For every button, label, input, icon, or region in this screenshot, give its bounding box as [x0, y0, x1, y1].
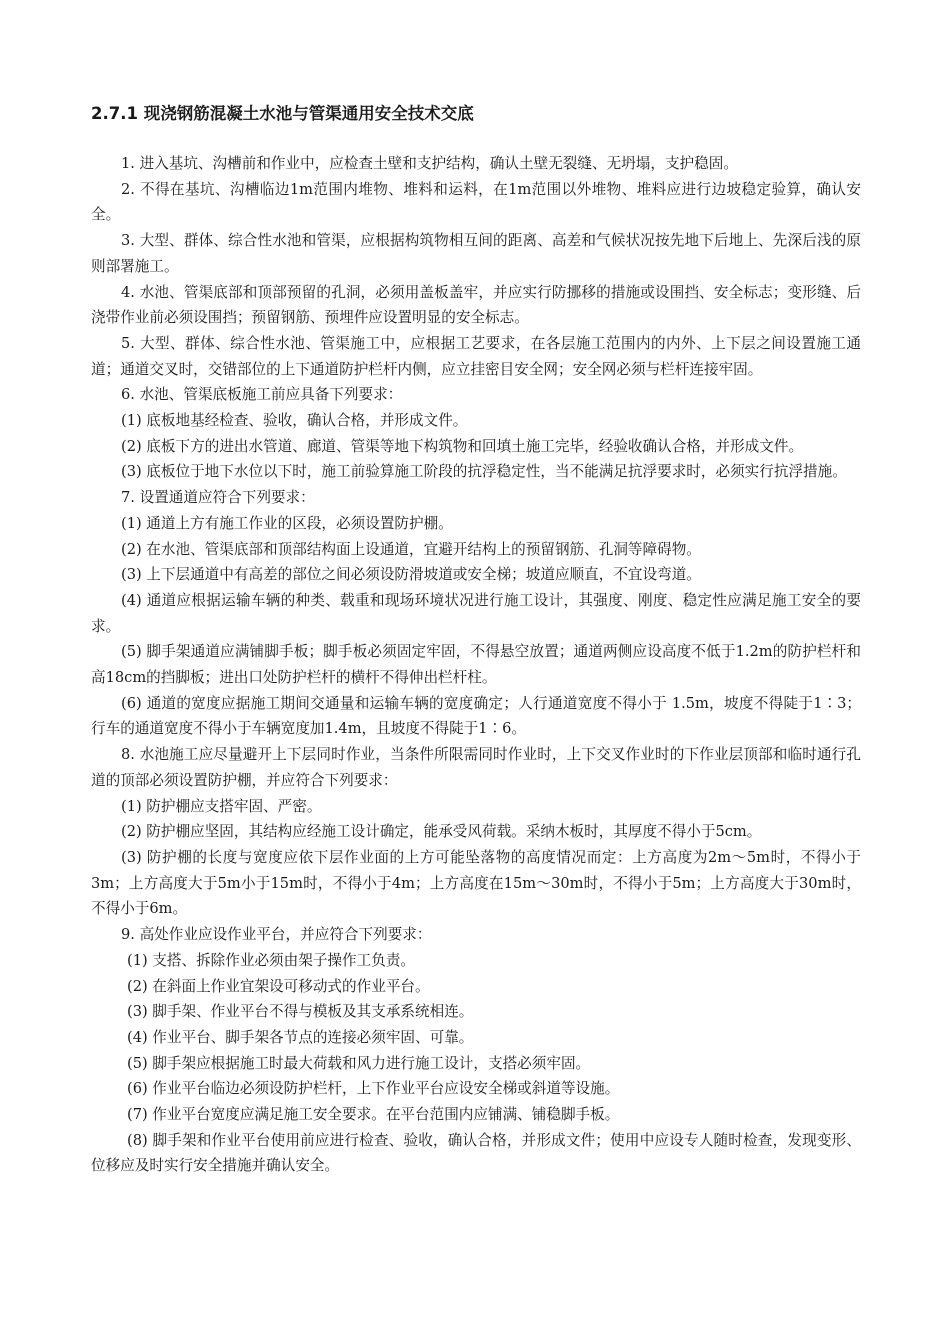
document-body: [91, 151, 861, 1179]
paragraph: (2) 底板下方的进出水管道、廊道、管渠等地下构筑物和回填土施工完毕，经验收确认合格，并形成文件。: [121, 437, 804, 455]
paragraph: (4) 通道应根据运输车辆的种类、载重和现场环境状况进行施工设计，其强度、刚度、稳定性应满足施工安全的要求。: [91, 591, 861, 635]
paragraph: (3) 上下层通道中有高差的部位之间必须设防滑坡道或安全梯；坡道应顺直，不宜设弯道。: [121, 566, 701, 584]
paragraph: (5) 脚手架应根据施工时最大荷载和风力进行施工设计，支搭必须牢固。: [127, 1054, 591, 1072]
paragraph: (5) 脚手架通道应满铺脚手板；脚手板必须固定牢固，不得悬空放置；通道两侧应设高度不低于1.2m的防护栏杆和高18cm的挡脚板；进出口处防护栏杆的横杆不得伸出栏杆柱。: [91, 643, 861, 687]
paragraph: 7. 设置通道应符合下列要求：: [121, 489, 315, 507]
paragraph: 2. 不得在基坑、沟槽临边1m范围内堆物、堆料和运料，在1m范围以外堆物、堆料应进行边坡稳定验算，确认安全。: [91, 180, 861, 224]
paragraph: 9. 高处作业应设作业平台，并应符合下列要求：: [121, 926, 432, 944]
paragraph: (3) 脚手架、作业平台不得与模板及其支承系统相连。: [127, 1003, 474, 1021]
paragraph: 5. 大型、群体、综合性水池、管渠施工中，应根据工艺要求，在各层施工范围内的内外、上下层之间设置施工通道；通道交叉时，交错部位的上下通道防护栏杆内侧，应立挂密目安全网；安全网必须与栏杆连接牢固。: [91, 334, 861, 378]
paragraph: (6) 通道的宽度应据施工期间交通量和运输车辆的宽度确定；人行通道宽度不得小于 1.5m，坡度不得陡于1∶3；行车的通道宽度不得小于车辆宽度加1.4m，且坡度不得陡于1∶6。: [91, 694, 861, 738]
paragraph: 3. 大型、群体、综合性水池和管渠，应根据构筑物相互间的距离、高差和气候状况按先地下后地上、先深后浅的原则部署施工。: [91, 232, 861, 275]
paragraph: (3) 底板位于地下水位以下时，施工前验算施工阶段的抗浮稳定性，当不能满足抗浮要求时，必须实行抗浮措施。: [121, 463, 847, 481]
paragraph: (1) 底板地基经检查、验收，确认合格，并形成文件。: [121, 412, 468, 430]
paragraph: 1. 进入基坑、沟槽前和作业中，应检查土壁和支护结构，确认土壁无裂缝、无坍塌，支护稳固。: [121, 155, 738, 172]
paragraph: (2) 在斜面上作业宜架设可移动式的作业平台。: [127, 977, 430, 995]
paragraph: (8) 脚手架和作业平台使用前应进行检查、验收，确认合格，并形成文件；使用中应设专人随时检查，发现变形、位移应及时实行安全措施并确认安全。: [91, 1131, 861, 1175]
document-title: 2.7.1 现浇钢筋混凝土水池与管渠通用安全技术交底: [91, 104, 474, 123]
paragraph: (3) 防护棚的长度与宽度应依下层作业面的上方可能坠落物的高度情况而定：上方高度为2m～5m时，不得小于3m；上方高度大于5m小于15m时，不得小于4m；上方高度在15m～30m时，不得小于5m；上方高度大于30m时，不得小于6m。: [91, 848, 861, 918]
paragraph: (6) 作业平台临边必须设防护栏杆，上下作业平台应设安全梯或斜道等设施。: [127, 1080, 620, 1098]
paragraph: (1) 支搭、拆除作业必须由架子操作工负责。: [127, 951, 416, 969]
paragraph: (1) 防护棚应支搭牢固、严密。: [121, 797, 322, 815]
paragraph: 6. 水池、管渠底板施工前应具备下列要求：: [121, 386, 403, 404]
paragraph: (1) 通道上方有施工作业的区段，必须设置防护棚。: [121, 514, 453, 532]
paragraph: (2) 在水池、管渠底部和顶部结构面上设通道，宜避开结构上的预留钢筋、孔洞等障碍物。: [121, 540, 701, 558]
paragraph: (4) 作业平台、脚手架各节点的连接必须牢固、可靠。: [127, 1028, 474, 1046]
paragraph: (7) 作业平台宽度应满足施工安全要求。在平台范围内应铺满、铺稳脚手板。: [127, 1106, 620, 1124]
paragraph: 4. 水池、管渠底部和顶部预留的孔洞，必须用盖板盖牢，并应实行防挪移的措施或设围挡、安全标志；变形缝、后浇带作业前必须设围挡；预留钢筋、预埋件应设置明显的安全标志。: [91, 283, 861, 327]
paragraph: 8. 水池施工应尽量避开上下层同时作业，当条件所限需同时作业时，上下交叉作业时的下作业层顶部和临时通行孔道的顶部必须设置防护棚，并应符合下列要求：: [91, 746, 861, 789]
paragraph: (2) 防护棚应坚固，其结构应经施工设计确定，能承受风荷载。采纳木板时，其厚度不得小于5cm。: [121, 823, 762, 841]
